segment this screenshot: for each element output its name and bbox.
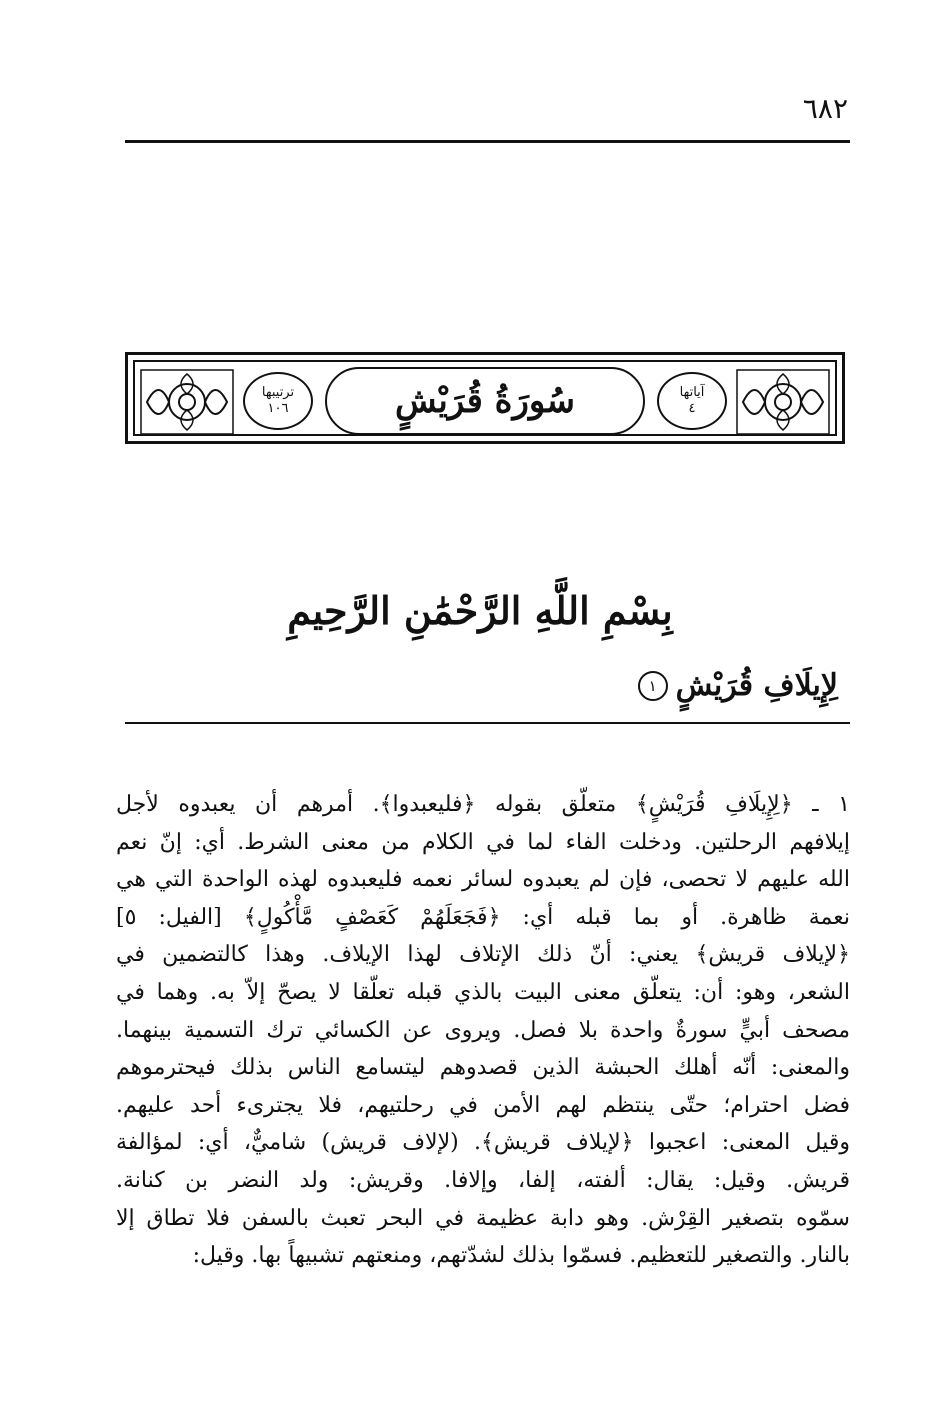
arabesque-ornament-icon xyxy=(735,368,831,436)
commentary-line: وقيل المعنى: اعجبوا ﴿لإيلاف قريش﴾. (لإلاف قريش) شاميٌّ، أي: لمؤالفة xyxy=(116,1130,850,1156)
commentary-line: بالنار. والتصغير للتعظيم. فسمّوا بذلك لشدّتهم، ومنعتهم تشبيهاً بها. وقيل: xyxy=(192,1243,850,1269)
page-number: ٦٨٢ xyxy=(802,92,848,125)
basmala: بِسْمِ اللَّهِ الرَّحْمَٰنِ الرَّحِيمِ xyxy=(287,588,673,633)
commentary-line: مصحف أبيٍّ سورةٌ واحدة بلا فصل. ويروى عن الكسائي ترك التسمية بينهما. xyxy=(116,1017,850,1043)
verse-number-marker: ١ xyxy=(638,671,668,701)
commentary-line: الله عليهم لا تحصى، فإن لم يعبدوه لسائر نعمه فليعبدوه لهذه الواحدة التي هي xyxy=(116,867,850,893)
title-cartouche xyxy=(325,367,645,435)
verses-value: ٤ xyxy=(688,401,696,416)
commentary-line: الشعر، وهو: أن: يتعلّق معنى البيت بالذي قبله تعلّقا لا يصحّ إلاّ به. وهما في xyxy=(116,979,850,1005)
verses-label: آياتها xyxy=(679,385,705,400)
surah-title: سُورَةُ قُرَيْشٍ xyxy=(395,381,575,421)
commentary-line: فضل احترام؛ حتّى ينتظم لهم الأمن في رحلتيهم، فلا يجترىء أحد عليهم. xyxy=(116,1092,850,1118)
arabesque-ornament-icon xyxy=(139,368,235,436)
commentary-line: ١ ـ ﴿لِإِيلَافِ قُرَيْشٍ﴾ متعلّق بقوله ﴿فليعبدوا﴾. أمرهم أن يعبدوه لأجل xyxy=(116,792,850,817)
commentary-line: ﴿لإيلاف قريش﴾ يعني: أنّ ذلك الإتلاف لهذا الإيلاف. وهذا كالتضمين في xyxy=(116,942,850,968)
commentary-line: والمعنى: أنّه أهلك الحبشة الذين قصدوهم ليتسامع الناس بذلك فيحترموهم xyxy=(116,1055,850,1081)
order-medallion xyxy=(243,372,313,430)
surah-banner xyxy=(125,352,845,444)
quran-verse xyxy=(638,668,838,703)
commentary-line: نعمة ظاهرة. أو بما قبله أي: ﴿فَجَعَلَهُمْ كَعَصْفٍ مَّأْكُولٍ﴾ [الفيل: ٥] xyxy=(116,904,850,930)
header-rule xyxy=(125,140,850,143)
verse-text: لِإِيلَافِ قُرَيْشٍ xyxy=(675,668,838,703)
commentary-line: سمّوه بتصغير القِرْش. وهو دابة عظيمة في البحر تعبث بالسفن فلا تطاق إلا xyxy=(116,1205,850,1231)
verse-rule xyxy=(125,722,850,724)
commentary-line: إيلافهم الرحلتين. ودخلت الفاء لما في الكلام من معنى الشرط. أي: إنّ نعم xyxy=(116,829,850,855)
commentary-line: قريش. وقيل: يقال: ألفته، إلفا، وإلافا. وقريش: ولد النضر بن كنانة. xyxy=(116,1167,850,1193)
order-value: ١٠٦ xyxy=(267,401,289,416)
order-label: ترتيبها xyxy=(261,385,295,400)
verses-count-medallion xyxy=(657,372,727,430)
banner-inner-frame xyxy=(133,360,837,436)
commentary xyxy=(116,786,850,1275)
